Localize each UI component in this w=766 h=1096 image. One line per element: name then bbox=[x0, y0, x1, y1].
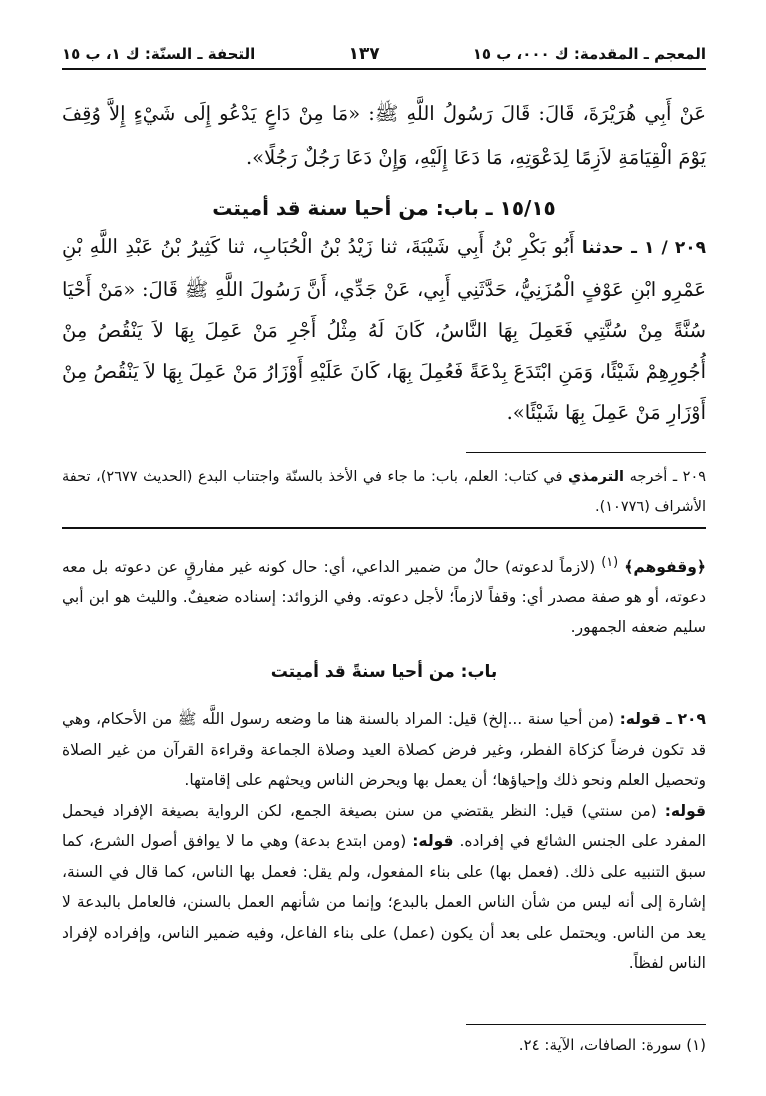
takhrij-text: في كتاب: العلم، باب: ما جاء في الأخذ بالسنّة واجتناب البدع (الحديث ٢٦٧٧)، تحفة الأشراف (١٠٧٧٦). bbox=[62, 469, 706, 515]
footnote-divider bbox=[466, 1024, 706, 1025]
page-number: ١٣٧ bbox=[348, 44, 380, 64]
section-title: ١٥/١٥ ـ باب: من أحيا سنة قد أميتت bbox=[212, 196, 556, 220]
qawluh-label: قوله: bbox=[412, 832, 454, 850]
commentary-text: (لازماً لدعوته) حالٌ من ضمير الداعي، أي: حال كونه غير مفارقٍ عن دعوته بل معه دعوته، أو هو صفة مصدر أي: وقفاً لازماً؛ لأجل دعوته. وفي الزوائد: إسناده ضعيفٌ. والليث هو ابن أبي سليم ضعفه الجمهور. bbox=[62, 558, 706, 637]
hadith-continuation bbox=[62, 92, 706, 180]
takhrij-prefix: ٢٠٩ ـ أخرجه bbox=[629, 469, 707, 485]
commentary-block bbox=[62, 548, 706, 642]
hadith-text: أَبُو بَكْرِ بْنُ أَبِي شَيْبَةَ، ثنا زَيْدُ بْنُ الْحُبَابِ، ثنا كَثِيرُ بْنُ عَبْدِ اللَّهِ بْنِ عَمْرِو ابْنِ عَوْفٍ الْمُزَنِيُّ، حَدَّثَنِي أَبِي، عَنْ جَدِّي، أَنَّ رَسُولَ اللَّهِ ﷺ قَالَ: «مَنْ أَحْيَا سُنَّةً مِنْ سُنَّتِي فَعَمِلَ بِهَا النَّاسُ، كَانَ لَهُ مِثْلُ أَجْرِ مَنْ عَمِلَ بِهَا لاَ يَنْقُصُ مِنْ أُجُورِهِمْ شَيْئًا، وَمَنِ ابْتَدَعَ بِدْعَةً فَعُمِلَ بِهَا، كَانَ عَلَيْهِ أَوْزَارُ مَنْ عَمِلَ بِهَا لاَ يَنْقُصُ مِنْ أَوْزَارِ مَنْ عَمِلَ بِهَا شَيْئًا». bbox=[62, 235, 707, 424]
footnote: (١) سورة: الصافات، الآية: ٢٤. bbox=[518, 1036, 706, 1054]
divider-short bbox=[466, 452, 706, 453]
commentary2-para2a: (من سنتي) قيل: النظر يقتضي من سنن بصيغة الجمع، لكن الرواية بصيغة الإفراد فيحمل المفرد على الجنس الشائع في إفراده. bbox=[62, 801, 706, 850]
takhrij-note bbox=[62, 462, 706, 522]
commentary2-para2b: (ومن ابتدع بدعة) وهي ما لا يوافق أصول الشرع، كما سبق التنبيه على ذلك. (فعمل بها) على بناء المفعول، ولم يقل: فعمل بها الناس، كما قال في السنة، إشارة إلى أنه ليس من شأن الناس العمل بالبدع؛ وإنما من شأنهم العمل بالسنن، فالعامل بالبدعة لا يعد من الناس. ويحتمل على بعد أن يكون (عمل) على بناء الفاعل، وفيه ضمير الناس، وإفراده لإفراد الناس لفظاً. bbox=[62, 832, 706, 972]
hadith-top-text: عَنْ أَبِي هُرَيْرَةَ، قَالَ: قَالَ رَسُولُ اللَّهِ ﷺ: «مَا مِنْ دَاعٍ يَدْعُو إِلَى شَيْءٍ إِلاَّ وُقِفَ يَوْمَ الْقِيَامَةِ لاَزِمًا لِدَعْوَتِهِ، مَا دَعَا إِلَيْهِ، وَإِنْ دَعَا رَجُلٌ رَجُلًا». bbox=[62, 102, 706, 169]
qawluh-label: قوله: bbox=[619, 710, 661, 728]
footnote-ref[interactable]: (١) bbox=[601, 555, 619, 570]
hadith-main bbox=[62, 226, 706, 433]
quran-quote: ﴿وقفوهم﴾ bbox=[624, 558, 706, 577]
page-header bbox=[62, 40, 706, 70]
header-right: المعجم ـ المقدمة: ك ٠٠٠، ب ١٥ bbox=[472, 45, 706, 63]
takhrij-author: الترمذي bbox=[568, 469, 625, 485]
header-left: التحفة ـ السنّة: ك ١، ب ١٥ bbox=[62, 45, 256, 63]
hadith-number: ٢٠٩ / ١ ـ bbox=[631, 238, 707, 258]
book-page bbox=[62, 0, 706, 1096]
hadith-lead: حدثنا bbox=[581, 238, 624, 258]
commentary-section-title: باب: من أحيا سنةً قد أميتت bbox=[270, 662, 498, 682]
commentary-block-2 bbox=[62, 704, 706, 979]
commentary-number: ٢٠٩ ـ bbox=[666, 710, 706, 728]
commentary2-para1: (من أحيا سنة ...إلخ) قيل: المراد بالسنة هنا ما وضعه رسول اللَّه ﷺ من الأحكام، وهي قد تكون فرضاً كزكاة الفطر، وغير فرض كصلاة العيد وصلاة الجماعة وقراءة القرآن من غير الصلاة وتحصيل العلم ونحو ذلك وإحياؤها؛ أن يعمل بها ويحرض الناس ويحثهم على إقامتها. bbox=[62, 710, 706, 789]
divider-full bbox=[62, 527, 706, 529]
qawluh-label: قوله: bbox=[664, 801, 706, 820]
